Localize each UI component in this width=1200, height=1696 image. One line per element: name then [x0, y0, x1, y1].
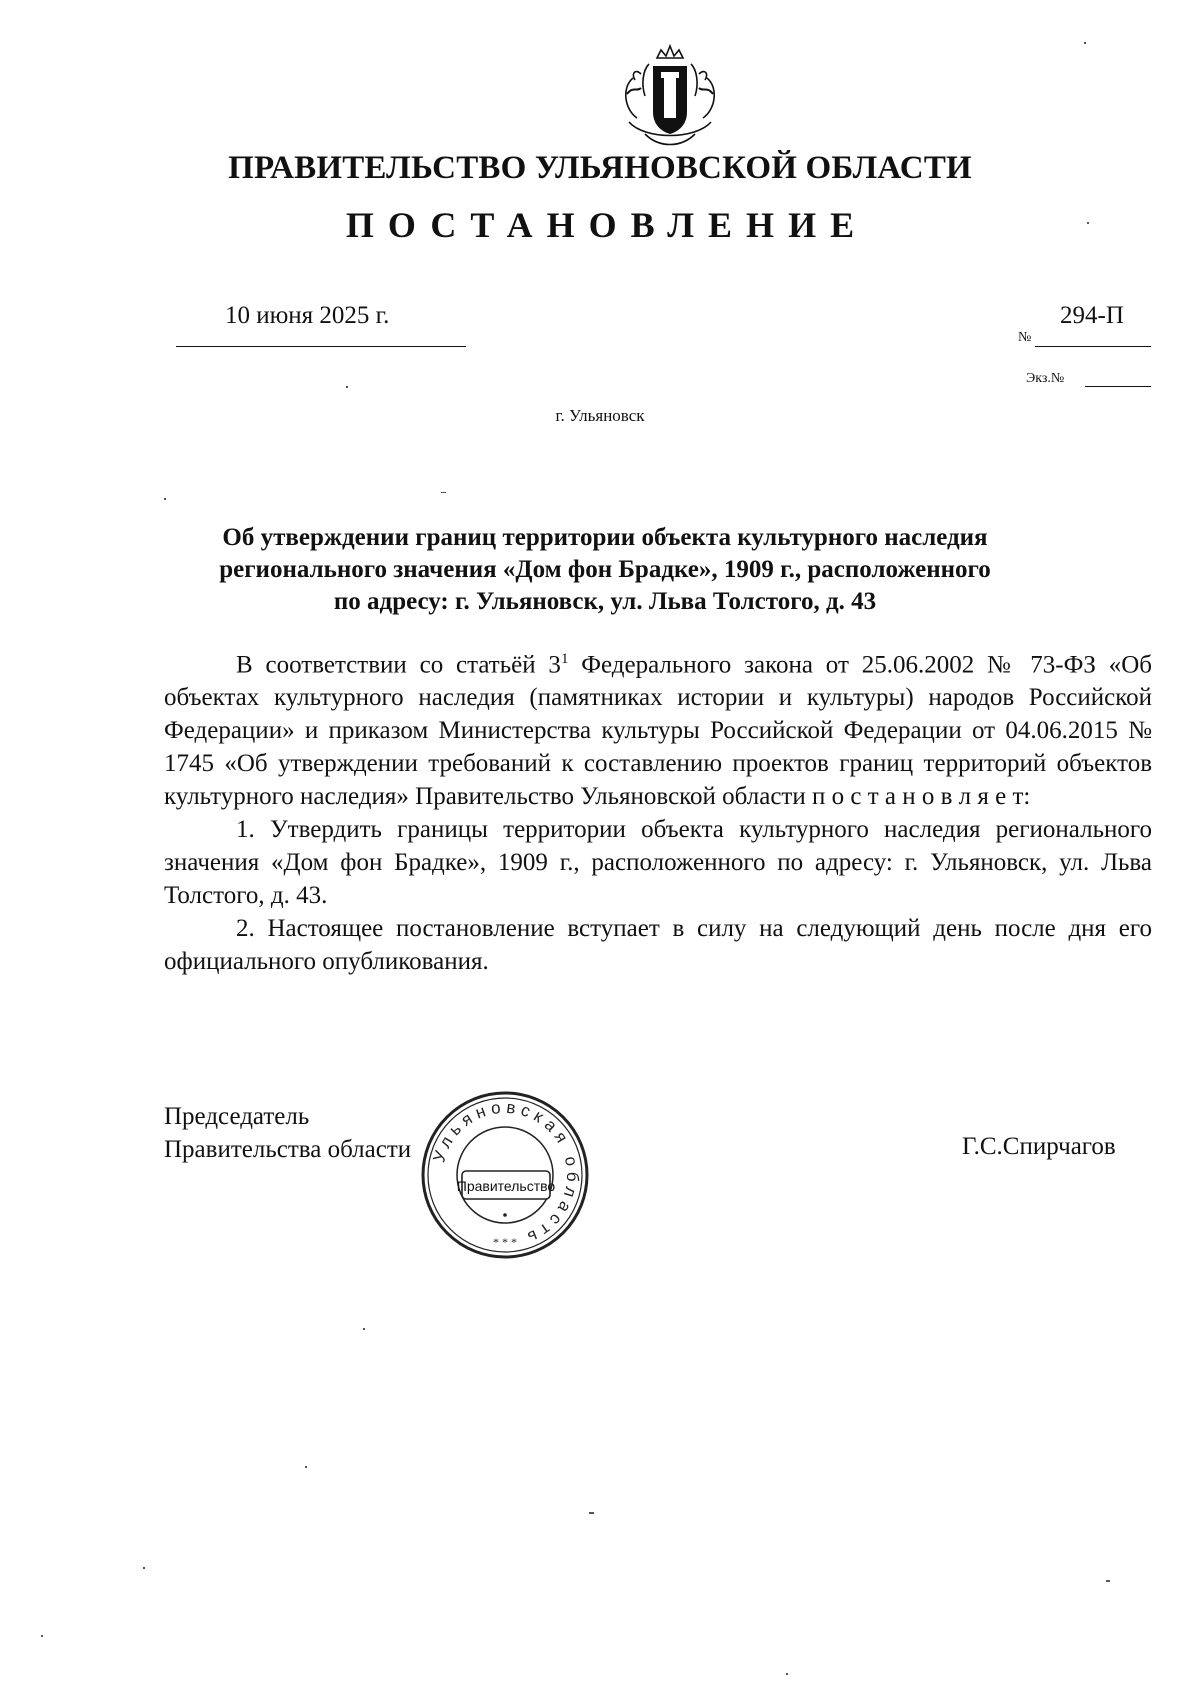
seal-star-icon: * * * — [493, 1235, 517, 1249]
document-subject — [160, 522, 1050, 618]
scan-speck — [346, 386, 348, 388]
resolution-item-1: 1. Утвердить границы территории объекта культурного наследия регионального значения «Дом фон Брадке», 1909 г., расположенного по адресу: г. Ульяновск, ул. Льва Толстого, д. 43. — [164, 816, 1152, 910]
scan-speck — [143, 1567, 145, 1569]
subject-line: по адресу: г. Ульяновск, ул. Льва Толстого, д. 43 — [333, 588, 877, 615]
preamble-text: В соответствии со статьёй 3 — [236, 651, 561, 679]
scan-speck — [1084, 42, 1086, 44]
scan-speck — [589, 1512, 594, 1514]
scan-speck — [363, 1328, 365, 1330]
subject-line: Об утверждении границ территории объекта культурного наследия — [222, 524, 988, 551]
scan-speck — [1106, 1580, 1110, 1582]
scan-speck — [305, 1466, 307, 1468]
document-number: 294-П — [1060, 302, 1124, 329]
scan-speck — [441, 492, 446, 493]
copy-number-label: Экз.№ — [1026, 371, 1065, 386]
position-line: Председатель — [164, 1103, 310, 1130]
seal-ring-text: Ульяновская область — [429, 1097, 583, 1249]
document-date: 10 июня 2025 г. — [225, 302, 390, 329]
article-superscript: 1 — [560, 651, 569, 667]
number-sign-label: № — [1018, 330, 1032, 345]
scan-speck — [1087, 222, 1089, 224]
preamble-text: Федерального закона от 25.06.2002 № 73-ФЗ «Об объектах культурного наследия (памятниках истории и культуры) народов Российской Федерации» и приказом Министерства культуры Российской Федерации от 04.06.2015 № 1745 «Об утверждении требований к составлению проектов границ территорий объектов культурного наследия» Правительство Ульяновской области — [164, 651, 1153, 811]
signatory-name: Г.С.Спирчагов — [962, 1133, 1116, 1160]
resolves-word: п о с т а н о в л я е т: — [812, 783, 1031, 811]
resolution-item-2: 2. Настоящее постановление вступает в силу на следующий день после дня его официального опубликования. — [164, 915, 1152, 976]
subject-line: регионального значения «Дом фон Брадке», 1909 г., расположенного — [219, 556, 991, 583]
scan-speck — [164, 498, 166, 500]
preamble-paragraph — [164, 643, 1152, 813]
scan-speck — [786, 1673, 788, 1675]
scan-speck — [41, 1635, 43, 1637]
position-line: Правительства области — [164, 1136, 412, 1163]
official-seal-stamp — [418, 1088, 592, 1262]
coat-of-arms-emblem — [615, 44, 725, 152]
city-label: г. Ульяновск — [555, 406, 645, 425]
number-underline — [1035, 346, 1151, 347]
organization-title: ПРАВИТЕЛЬСТВО УЛЬЯНОВСКОЙ ОБЛАСТИ — [228, 150, 972, 186]
seal-center-text: Правительство — [456, 1178, 556, 1194]
copy-number-underline — [1085, 386, 1151, 387]
date-underline — [176, 346, 466, 347]
document-body — [164, 643, 1152, 978]
document-type-title: ПОСТАНОВЛЕНИЕ — [345, 205, 869, 245]
signatory-position — [164, 1100, 411, 1166]
